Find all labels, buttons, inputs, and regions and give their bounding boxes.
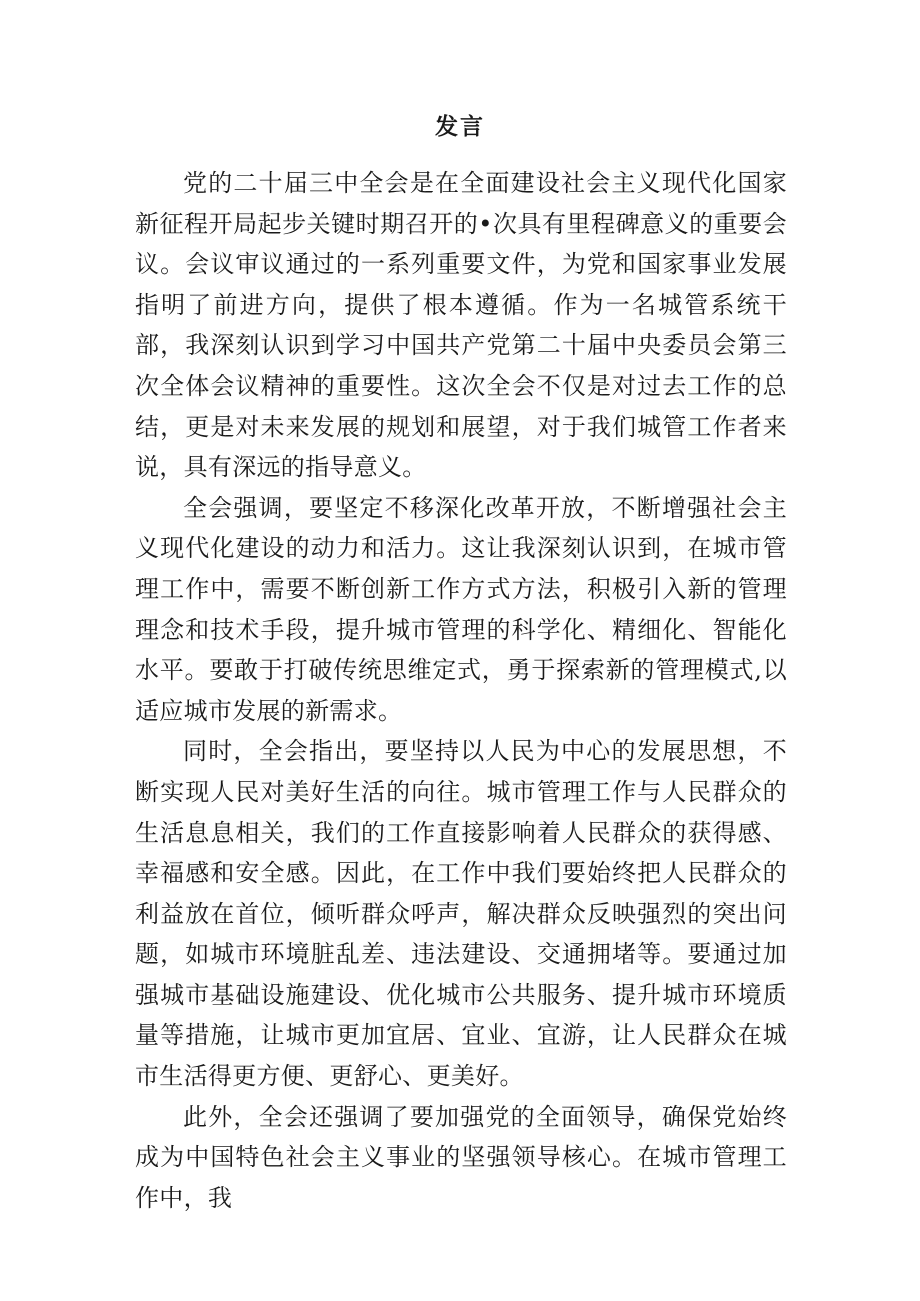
paragraph: 同时，全会指出，要坚持以人民为中心的发展思想，不断实现人民对美好生活的向往。城市管理工作与人民群众的生活息息相关，我们的工作直接影响着人民群众的获得感、幸福感和安全感。因此，在工作中我们要始终把人民群众的利益放在首位，倾听群众呼声，解决群众反映强烈的突出问题，如城市环境脏乱差、违法建设、交通拥堵等。要通过加强城市基础设施建设、优化城市公共服务、提升城市环境质量等措施，让城市更加宜居、宜业、宜游，让人民群众在城市生活得更方便、更舒心、更美好。	[135, 737, 787, 1091]
paragraph: 全会强调，要坚定不移深化改革开放，不断增强社会主义现代化建设的动力和活力。这让我深刻认识到，在城市管理工作中，需要不断创新工作方式方法，积极引入新的管理理念和技术手段，提升城市管理的科学化、精细化、智能化水平。要敢于打破传统思维定式，勇于探索新的管理模式,以适应城市发展的新需求。	[135, 493, 787, 725]
paragraph: 党的二十届三中全会是在全面建设社会主义现代化国家新征程开局起步关键时期召开的•次具有里程碑意义的重要会议。会议审议通过的一系列重要文件，为党和国家事业发展指明了前进方向，提供了根本遵循。作为一名城管系统干部，我深刻认识到学习中国共产党第二十届中央委员会第三次全体会议精神的重要性。这次全会不仅是对过去工作的总结，更是对未来发展的规划和展望，对于我们城管工作者来说，具有深远的指导意义。	[135, 169, 787, 482]
paragraph: 此外，全会还强调了要加强党的全面领导，确保党始终成为中国特色社会主义事业的坚强领导核心。在城市管理工作中，我	[135, 1102, 787, 1212]
document-body	[135, 163, 787, 1218]
document-title: 发言	[435, 113, 485, 140]
